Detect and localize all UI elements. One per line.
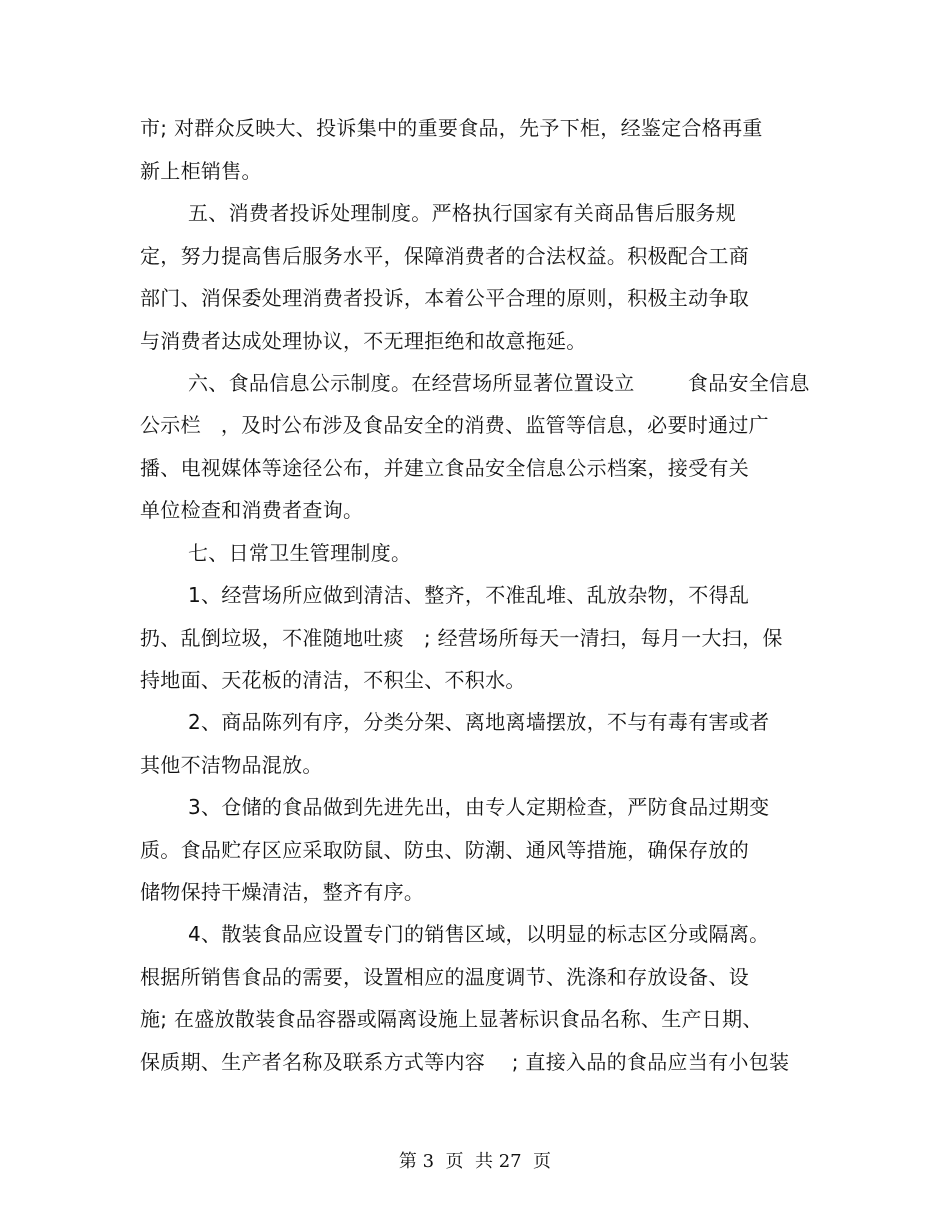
text-line: 六、食品信息公示制度。在经营场所显著位置设立 食品安全信息 (188, 371, 810, 395)
text-line: 2、商品陈列有序，分类分架、离地离墙摆放，不与有毒有害或者 (188, 710, 770, 734)
text-line: 持地面、天花板的清洁，不积尘、不积水。 (140, 668, 526, 692)
page-number-footer: 第 3 页 共 27 页 (398, 1151, 552, 1172)
text-line: 与消费者达成处理协议，不无理拒绝和故意拖延。 (140, 329, 587, 353)
text-line: 公示栏 ，及时公布涉及食品安全的消费、监管等信息，必要时通过广 (140, 413, 769, 437)
text-line: 播、电视媒体等途径公布，并建立食品安全信息公示档案，接受有关 (140, 456, 749, 480)
text-line: 保质期、生产者名称及联系方式等内容 ; 直接入品的食品应当有小包装 (140, 1050, 790, 1074)
text-line: 单位检查和消费者查询。 (140, 498, 364, 522)
text-line: 部门、消保委处理消费者投诉，本着公平合理的原则，积极主动争取 (140, 286, 749, 310)
text-line: 五、消费者投诉处理制度。严格执行国家有关商品售后服务规 (188, 201, 737, 225)
text-line: 七、日常卫生管理制度。 (188, 541, 412, 565)
text-line: 扔、乱倒垃圾，不准随地吐痰 ; 经营场所每天一清扫，每月一大扫，保 (140, 626, 783, 650)
text-line: 其他不洁物品混放。 (140, 753, 323, 777)
text-line: 根据所销售食品的需要，设置相应的温度调节、洗涤和存放设备、设 (140, 965, 749, 989)
text-line: 3、仓储的食品做到先进先出，由专人定期检查，严防食品过期变 (188, 795, 770, 819)
text-line: 市; 对群众反映大、投诉集中的重要食品，先予下柜，经鉴定合格再重 (140, 116, 763, 140)
text-line: 储物保持干燥清洁，整齐有序。 (140, 880, 425, 904)
text-line: 定，努力提高售后服务水平，保障消费者的合法权益。积极配合工商 (140, 244, 749, 268)
text-line: 4、散装食品应设置专门的销售区域，以明显的标志区分或隔离。 (188, 922, 770, 946)
text-line: 施; 在盛放散装食品容器或隔离设施上显著标识食品名称、生产日期、 (140, 1007, 763, 1031)
text-line: 质。食品贮存区应采取防鼠、防虫、防潮、通风等措施，确保存放的 (140, 838, 749, 862)
text-line: 新上柜销售。 (140, 159, 262, 183)
text-line: 1、经营场所应做到清洁、整齐，不准乱堆、乱放杂物，不得乱 (188, 583, 750, 607)
